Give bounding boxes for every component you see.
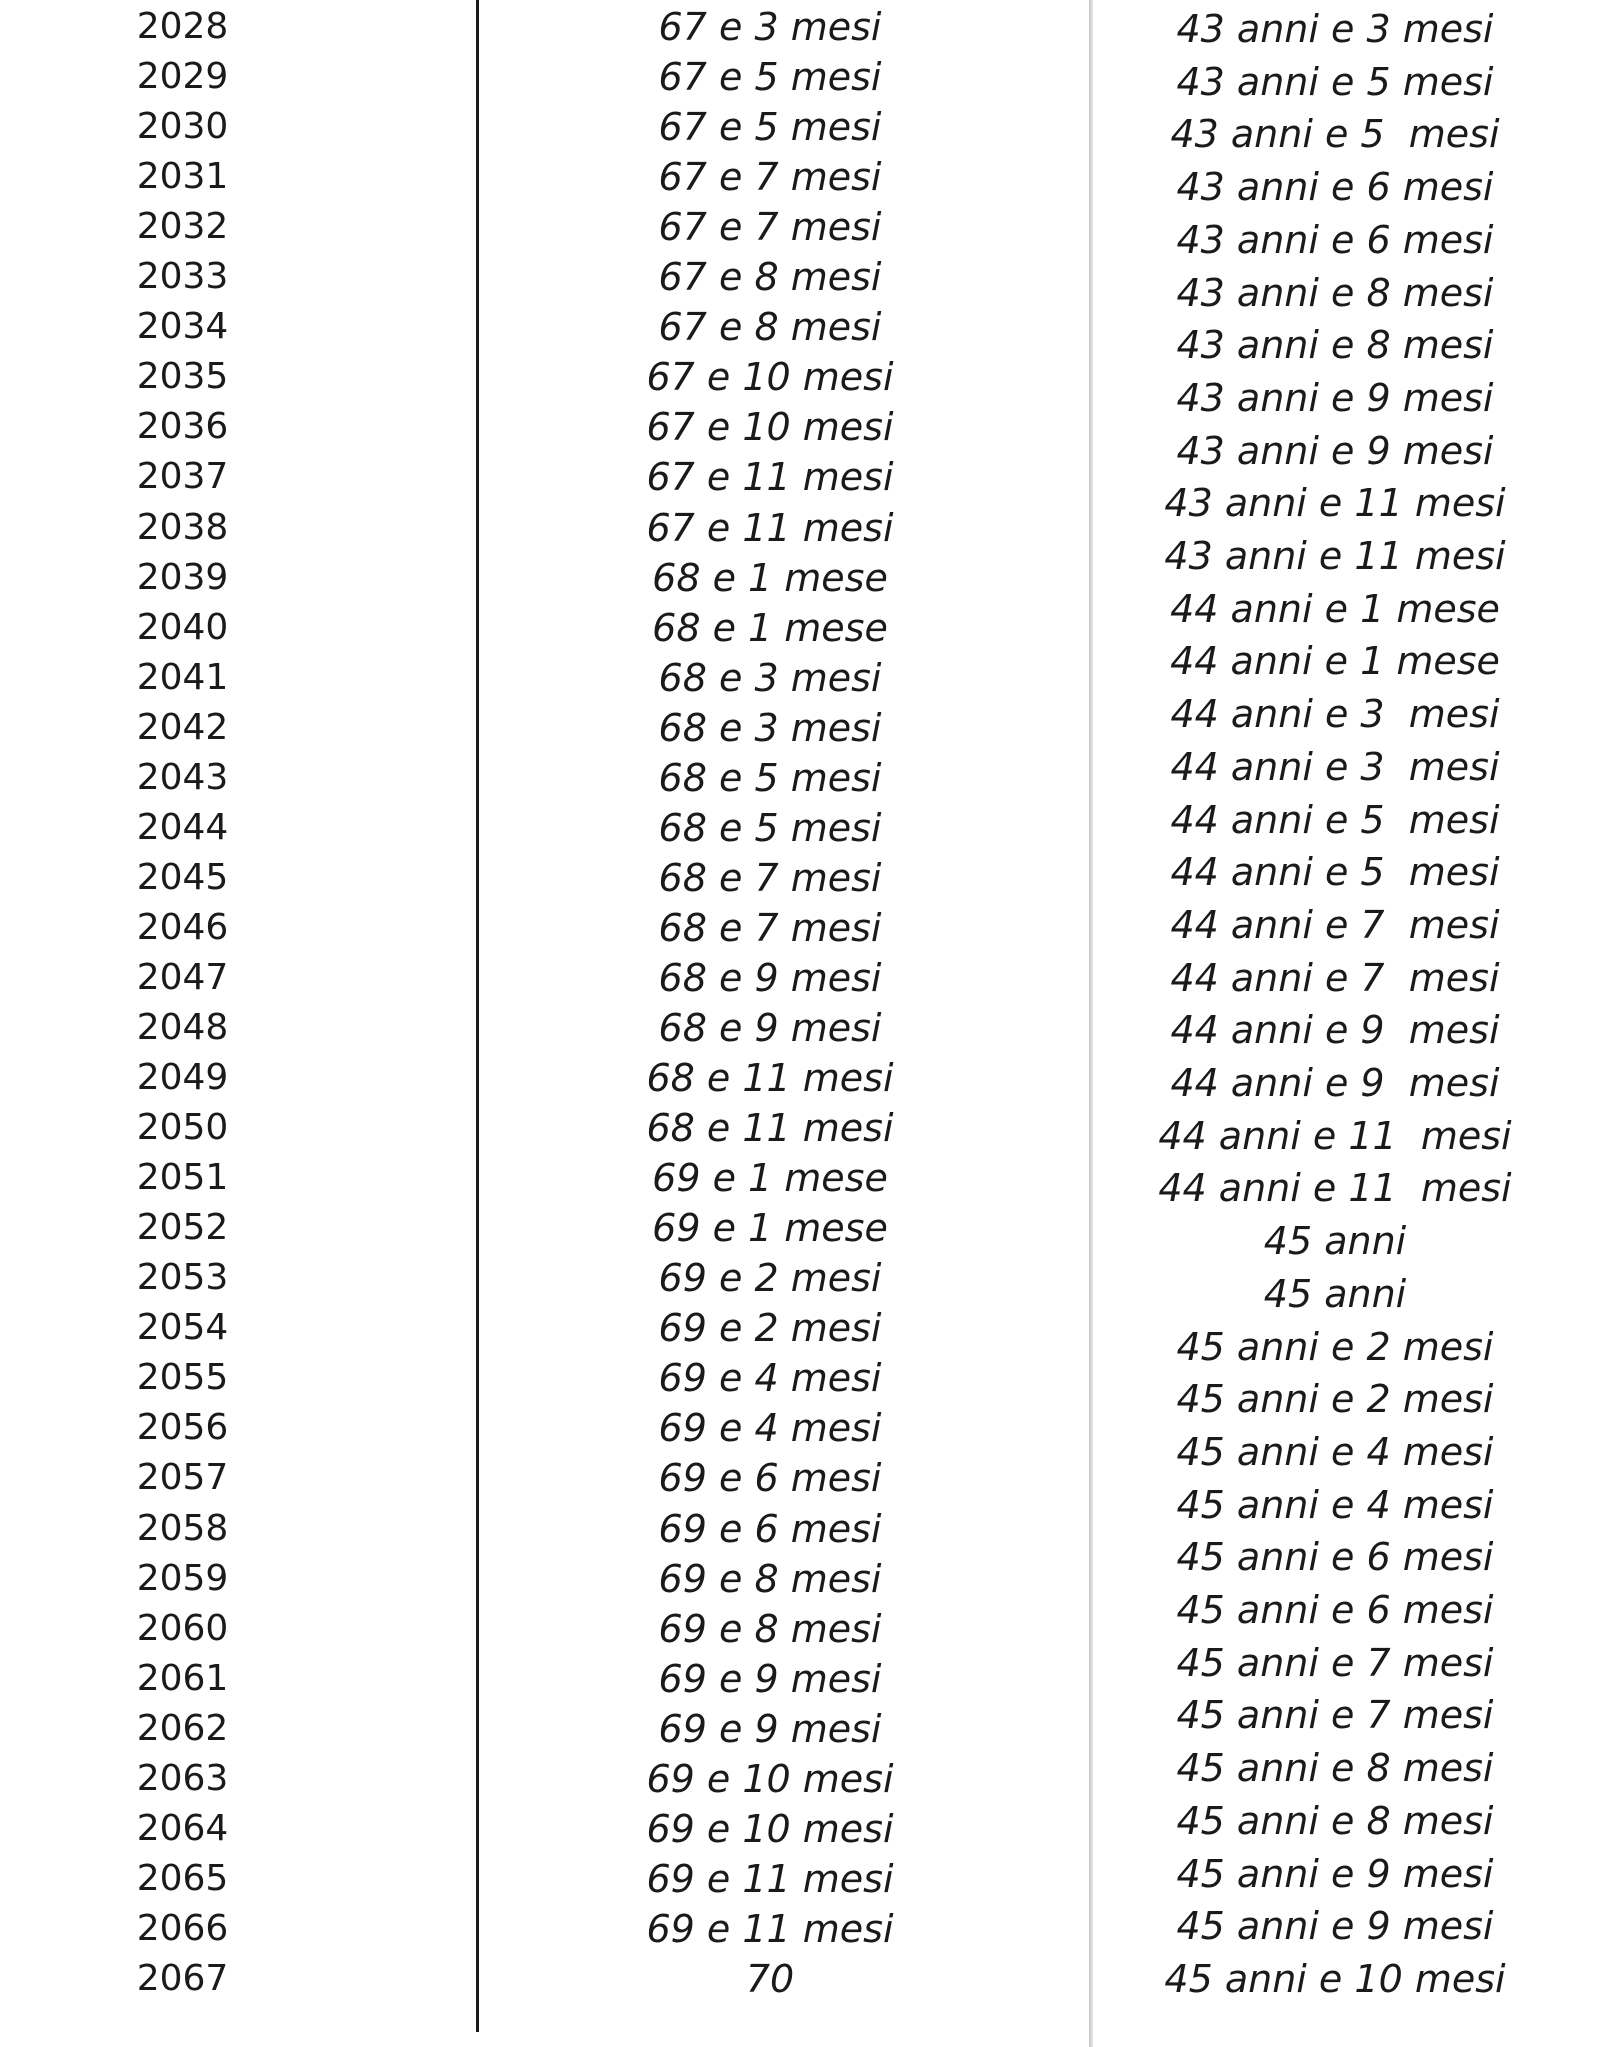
retirement-age-cell: 69 e 10 mesi	[646, 1806, 894, 1851]
retirement-age-cell: 69 e 6 mesi	[658, 1506, 882, 1551]
contribution-years-cell: 45 anni	[1263, 1219, 1407, 1264]
column-divider-right	[1089, 0, 1093, 2047]
year-cell: 2065	[136, 1857, 229, 1899]
year-cell: 2044	[136, 806, 229, 848]
retirement-age-cell: 69 e 1 mese	[652, 1206, 888, 1251]
year-cell: 2046	[136, 906, 229, 948]
year-cell: 2032	[136, 206, 229, 248]
year-cell: 2029	[136, 56, 229, 98]
contribution-years-cell: 45 anni e 2 mesi	[1176, 1324, 1494, 1369]
year-cell: 2031	[136, 156, 229, 198]
year-cell: 2063	[136, 1757, 229, 1799]
contribution-years-cell: 43 anni e 9 mesi	[1176, 428, 1494, 473]
retirement-age-cell: 68 e 7 mesi	[658, 855, 882, 900]
retirement-age-cell: 68 e 11 mesi	[646, 1056, 894, 1101]
year-cell: 2067	[136, 1957, 229, 1999]
contribution-years-cell: 44 anni e 11 mesi	[1158, 1166, 1512, 1211]
contribution-years-cell: 45 anni e 10 mesi	[1164, 1956, 1506, 2001]
contribution-years-cell: 43 anni e 11 mesi	[1164, 534, 1506, 578]
year-cell: 2042	[136, 706, 229, 748]
retirement-age-cell: 69 e 4 mesi	[658, 1356, 882, 1401]
year-cell: 2048	[136, 1007, 229, 1048]
year-cell: 2035	[136, 356, 229, 398]
contribution-years-cell: 43 anni e 5 mesi	[1170, 112, 1500, 157]
retirement-age-cell: 68 e 9 mesi	[658, 1006, 882, 1050]
year-cell: 2037	[136, 456, 229, 498]
retirement-age-cell: 68 e 1 mese	[652, 605, 888, 650]
retirement-age-cell: 67 e 8 mesi	[658, 255, 882, 300]
year-cell: 2036	[136, 406, 229, 448]
retirement-age-cell: 67 e 11 mesi	[646, 455, 894, 500]
year-cell: 2034	[136, 306, 229, 348]
contribution-years-cell: 45 anni e 4 mesi	[1176, 1482, 1494, 1527]
contribution-years-cell: 45 anni e 4 mesi	[1176, 1429, 1494, 1474]
retirement-age-cell: 68 e 9 mesi	[658, 955, 882, 1000]
contribution-years-cell: 44 anni e 5 mesi	[1170, 797, 1500, 842]
retirement-age-cell: 69 e 9 mesi	[658, 1656, 882, 1701]
year-cell: 2055	[136, 1357, 229, 1399]
contribution-years-cell: 44 anni e 1 mese	[1170, 586, 1500, 631]
contribution-years-cell: 45 anni e 9 mesi	[1176, 1851, 1494, 1896]
retirement-age-cell: 67 e 3 mesi	[658, 5, 882, 49]
contribution-years-cell: 45 anni e 7 mesi	[1176, 1693, 1494, 1738]
retirement-age-cell: 69 e 2 mesi	[658, 1256, 882, 1301]
retirement-age-cell: 67 e 11 mesi	[646, 505, 894, 550]
retirement-age-cell: 68 e 5 mesi	[658, 805, 882, 850]
retirement-age-cell: 68 e 3 mesi	[658, 705, 882, 750]
retirement-age-cell: 69 e 4 mesi	[658, 1406, 882, 1451]
contribution-years-cell: 43 anni e 8 mesi	[1176, 323, 1494, 368]
retirement-age-cell: 69 e 11 mesi	[646, 1856, 894, 1901]
retirement-age-cell: 68 e 11 mesi	[646, 1106, 894, 1151]
contribution-years-cell: 45 anni e 6 mesi	[1176, 1588, 1494, 1632]
contribution-years-cell: 43 anni e 6 mesi	[1176, 165, 1494, 210]
retirement-age-cell: 68 e 3 mesi	[658, 655, 882, 700]
retirement-age-cell: 69 e 10 mesi	[646, 1756, 894, 1801]
retirement-age-cell: 68 e 1 mese	[652, 555, 888, 600]
contribution-years-cell: 45 anni e 2 mesi	[1176, 1377, 1494, 1422]
contribution-years-cell: 44 anni e 5 mesi	[1170, 850, 1500, 895]
contribution-years-cell: 43 anni e 5 mesi	[1176, 59, 1494, 104]
retirement-age-cell: 67 e 7 mesi	[658, 205, 882, 250]
year-cell: 2033	[136, 256, 229, 298]
retirement-age-cell: 67 e 5 mesi	[658, 105, 882, 150]
retirement-age-cell: 68 e 5 mesi	[658, 755, 882, 800]
year-cell: 2049	[136, 1057, 229, 1099]
retirement-age-cell: 69 e 1 mese	[652, 1156, 888, 1201]
year-cell: 2041	[136, 656, 229, 698]
year-cell: 2039	[136, 556, 229, 598]
retirement-age-cell: 67 e 8 mesi	[658, 305, 882, 350]
contribution-years-cell: 44 anni e 7 mesi	[1170, 902, 1500, 947]
contribution-years-cell: 44 anni e 9 mesi	[1170, 1008, 1500, 1053]
contribution-years-cell: 44 anni e 11 mesi	[1158, 1113, 1512, 1158]
year-cell: 2056	[136, 1407, 229, 1449]
year-cell: 2028	[136, 6, 229, 47]
contribution-years-cell: 44 anni e 3 mesi	[1170, 744, 1500, 789]
retirement-age-cell: 70	[745, 1956, 795, 2001]
year-cell: 2043	[136, 756, 229, 798]
year-cell: 2030	[136, 106, 229, 148]
contribution-years-cell: 43 anni e 8 mesi	[1176, 270, 1494, 315]
contribution-years-cell: 44 anni e 1 mese	[1170, 639, 1500, 684]
year-cell: 2045	[136, 856, 229, 898]
contribution-years-cell: 45 anni e 8 mesi	[1176, 1746, 1494, 1791]
retirement-age-cell: 67 e 10 mesi	[646, 355, 894, 400]
contribution-years-cell: 43 anni e 11 mesi	[1164, 481, 1506, 526]
year-cell: 2040	[136, 606, 229, 648]
retirement-age-cell: 67 e 10 mesi	[646, 405, 894, 450]
retirement-age-cell: 69 e 11 mesi	[646, 1906, 894, 1951]
contribution-years-cell: 43 anni e 9 mesi	[1176, 375, 1494, 420]
retirement-age-cell: 69 e 8 mesi	[658, 1556, 882, 1601]
retirement-age-cell: 69 e 6 mesi	[658, 1456, 882, 1501]
year-cell: 2064	[136, 1807, 229, 1849]
contribution-years-cell: 45 anni	[1263, 1271, 1407, 1316]
year-cell: 2066	[136, 1907, 229, 1949]
contribution-years-cell: 43 anni e 3 mesi	[1176, 7, 1494, 51]
year-cell: 2061	[136, 1657, 229, 1699]
contribution-years-cell: 45 anni e 8 mesi	[1176, 1798, 1494, 1843]
retirement-age-cell: 67 e 7 mesi	[658, 155, 882, 200]
contribution-years-cell: 44 anni e 9 mesi	[1170, 1061, 1500, 1105]
retirement-age-cell: 69 e 9 mesi	[658, 1706, 882, 1751]
contribution-years-cell: 44 anni e 3 mesi	[1170, 692, 1500, 737]
year-cell: 2038	[136, 506, 229, 548]
contribution-years-cell: 44 anni e 7 mesi	[1170, 955, 1500, 1000]
year-cell: 2057	[136, 1457, 229, 1499]
retirement-age-cell: 69 e 8 mesi	[658, 1606, 882, 1651]
year-cell: 2054	[136, 1307, 229, 1349]
contribution-years-cell: 45 anni e 7 mesi	[1176, 1640, 1494, 1685]
year-cell: 2050	[136, 1107, 229, 1149]
year-cell: 2047	[136, 956, 229, 998]
year-cell: 2062	[136, 1707, 229, 1749]
retirement-age-cell: 67 e 5 mesi	[658, 55, 882, 100]
year-cell: 2051	[136, 1157, 229, 1199]
column-divider-left	[476, 0, 479, 2032]
year-cell: 2052	[136, 1207, 229, 1249]
year-cell: 2060	[136, 1607, 229, 1649]
year-cell: 2058	[136, 1507, 229, 1549]
year-cell: 2059	[136, 1557, 229, 1599]
contribution-years-cell: 43 anni e 6 mesi	[1176, 217, 1494, 262]
retirement-age-cell: 68 e 7 mesi	[658, 905, 882, 950]
contribution-years-cell: 45 anni e 6 mesi	[1176, 1535, 1494, 1580]
retirement-age-cell: 69 e 2 mesi	[658, 1306, 882, 1351]
contribution-years-cell: 45 anni e 9 mesi	[1176, 1904, 1494, 1949]
year-cell: 2053	[136, 1257, 229, 1299]
